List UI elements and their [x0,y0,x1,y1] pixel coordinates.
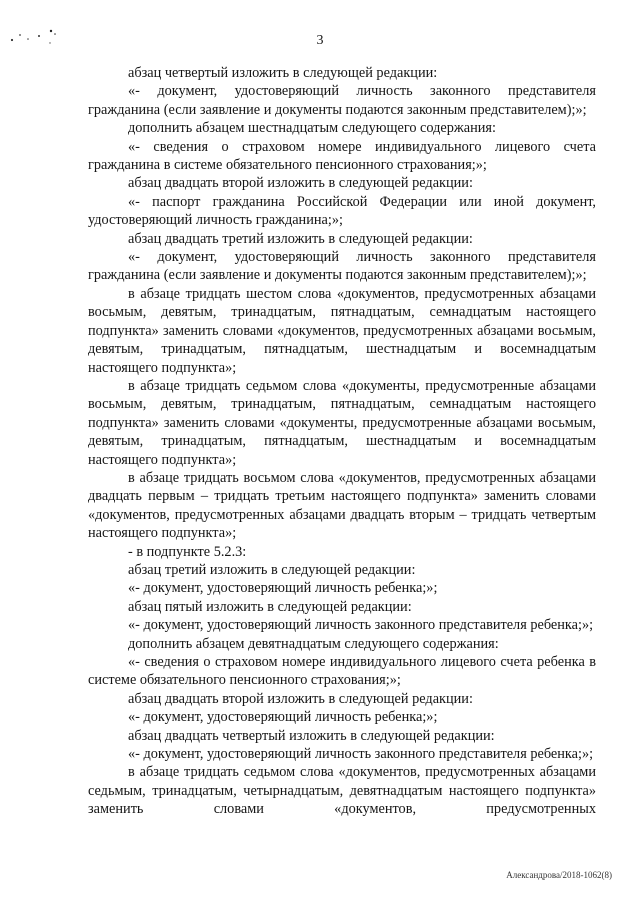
paragraph: дополнить абзацем шестнадцатым следующего содержания: [128,120,496,137]
page-number: 3 [316,33,324,48]
paragraph: абзац пятый изложить в следующей редакции: [128,598,412,615]
paragraph: абзац двадцать второй изложить в следующей редакции: [128,690,473,707]
document-body [88,64,596,819]
document-footer-code: Александрова/2018-1062(8) [506,870,612,880]
paragraph: абзац двадцать четвертый изложить в следующей редакции: [128,727,495,744]
paragraph: абзац третий изложить в следующей редакции: [128,561,416,578]
paragraph: «- документ, удостоверяющий личность законного представителя гражданина (если заявление и документы подаются законным представителем);»; [88,83,596,118]
paragraph: - в подпункте 5.2.3: [128,543,247,560]
paragraph: абзац двадцать второй изложить в следующей редакции: [128,175,473,192]
paragraph: абзац четвертый изложить в следующей редакции: [128,65,438,81]
paragraph: «- документ, удостоверяющий личность законного представителя ребенка;»; [128,617,594,634]
paragraph: «- документ, удостоверяющий личность ребенка;»; [128,709,438,726]
paragraph: «- документ, удостоверяющий личность ребенка;»; [128,580,438,597]
paragraph: дополнить абзацем девятнадцатым следующего содержания: [128,635,499,652]
paragraph: «- документ, удостоверяющий личность законного представителя ребенка;»; [128,746,594,763]
paragraph: «- сведения о страховом номере индивидуального лицевого счета ребенка в системе обязательного пенсионного страхования;»; [88,654,596,689]
paragraph: в абзаце тридцать восьмом слова «документов, предусмотренных абзацами двадцать первым – тридцать третьим настоящего подпункта» заменить словами «документов, предусмотренных абзацами двадцать вторым – тридцать четвертым настоящего подпункта»; [88,469,596,542]
paragraph: в абзаце тридцать седьмом слова «документы, предусмотренные абзацами восьмым, девятым, тринадцатым, пятнадцатым, семнадцатым настоящего подпункта» заменить словами «документы, предусмотренные абзацами восьмым, девятым, тринадцатым, пятнадцатым, шестнадцатым и восемнадцатым настоящего подпункта»; [88,377,596,468]
paragraph: в абзаце тридцать седьмом слова «документов, предусмотренных абзацами седьмым, тринадцатым, четырнадцатым, девятнадцатым настоящего подпункта» заменить словами «документов, предусмотренных [88,764,596,818]
paragraph: «- паспорт гражданина Российской Федерации или иной документ, удостоверяющий личность гражданина;»; [88,193,596,229]
paragraph: «- сведения о страховом номере индивидуального лицевого счета гражданина в системе обязательного пенсионного страхования;»; [88,138,596,174]
paragraph: в абзаце тридцать шестом слова «документов, предусмотренных абзацами восьмым, девятым, тринадцатым, пятнадцатым, семнадцатым настоящего подпункта» заменить словами «документов, предусмотренных абзацами восьмым, девятым, тринадцатым, пятнадцатым, шестнадцатым и восемнадцатым настоящего подпункта»; [88,285,596,376]
paragraph: абзац двадцать третий изложить в следующей редакции: [128,230,473,247]
paragraph: «- документ, удостоверяющий личность законного представителя гражданина (если заявление и документы подаются законным представителем);»; [88,249,596,284]
